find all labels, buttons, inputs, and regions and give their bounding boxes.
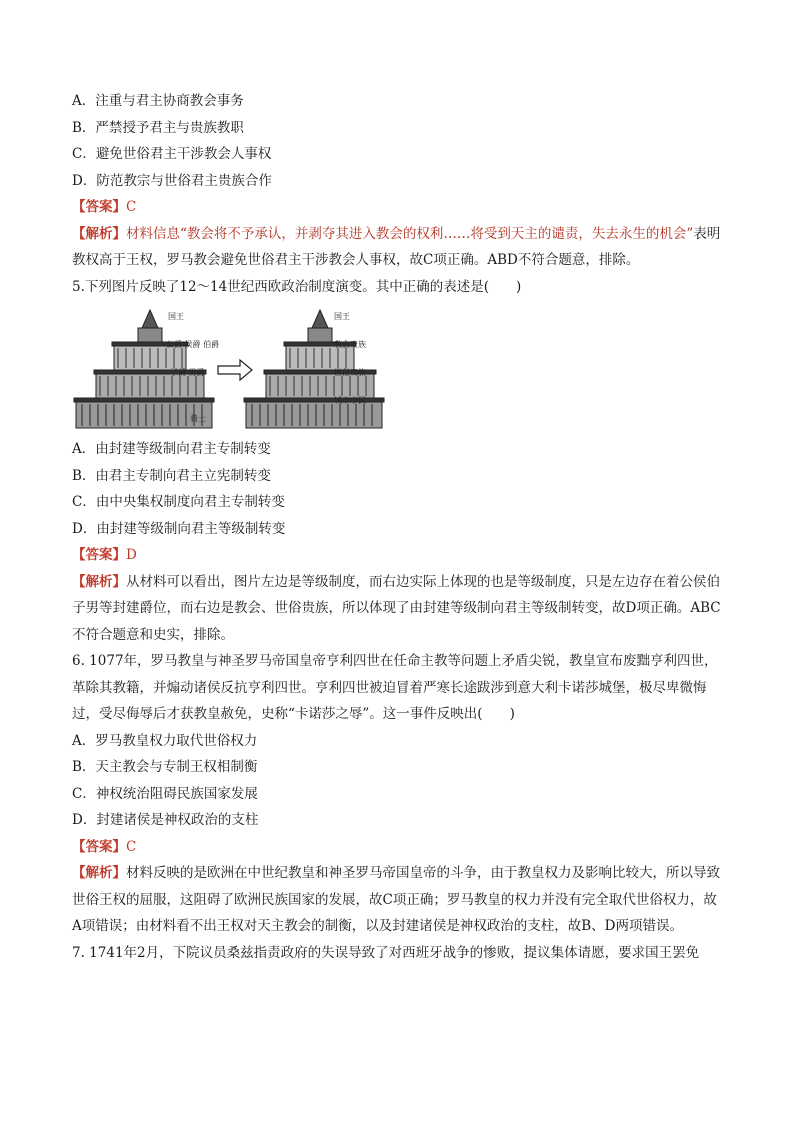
answer-value: C bbox=[126, 199, 137, 215]
analysis-pre: 材料信息 bbox=[126, 225, 180, 242]
right-label-secular-nobles: 世俗贵族 bbox=[334, 368, 366, 377]
left-label-dukes: 公爵 侯爵 伯爵 bbox=[166, 340, 220, 349]
answer-tag: 【答案】 bbox=[72, 547, 126, 563]
q6-option-d: D．封建诸侯是神权政治的支柱 bbox=[72, 812, 259, 828]
q4-option-a: A．注重与君主协商教会事务 bbox=[72, 93, 244, 109]
document-page bbox=[72, 88, 722, 966]
q7-stem: 7. 1741年2月，下院议员桑兹指责政府的失误导致了对西班牙战争的惨败，提议集体请愿，要求国王罢免 bbox=[72, 944, 700, 961]
q6-option-c: C．神权统治阻碍民族国家发展 bbox=[72, 785, 258, 802]
right-label-king: 国王 bbox=[334, 312, 350, 321]
analysis-tag: 【解析】 bbox=[72, 225, 126, 242]
q4-option-c: C．避免世俗君主干涉教会人事权 bbox=[72, 146, 272, 162]
q4-option-d: D．防范教宗与世俗君主贵族合作 bbox=[72, 172, 272, 189]
left-label-knights: 骑士 bbox=[190, 414, 206, 423]
q5-analysis bbox=[72, 569, 722, 649]
q4-analysis bbox=[72, 221, 722, 274]
q5-option-d: D．由封建等级制向君主等级制转变 bbox=[72, 520, 286, 537]
q6-answer bbox=[72, 834, 722, 861]
q4-option-b: B．严禁授予君主与贵族教职 bbox=[72, 119, 244, 136]
q6-option-b: B．天主教会与专制王权相制衡 bbox=[72, 759, 258, 775]
q4-answer bbox=[72, 194, 722, 221]
analysis-tag: 【解析】 bbox=[72, 865, 126, 881]
pyramid-illustration bbox=[72, 304, 492, 430]
analysis-text: 从材料可以看出，图片左边是等级制度，而右边实际上体现的也是等级制度，只是左边存在着公侯伯子男等封建爵位，而右边是教会、世俗贵族，所以体现了由封建等级制向君主等级制转变，故D项正确。ABC不符合题意和史实，排除。 bbox=[72, 573, 721, 643]
analysis-text: 材料反映的是欧洲在中世纪教皇和神圣罗马帝国皇帝的斗争，由于教皇权力及影响比较大，所以导致世俗王权的屈服，这阻碍了欧洲民族国家的发展，故C项正确；罗马教皇的权力并没有完全取代世俗权力，故A项错误；由材料看不出王权对天主教会的制衡，以及封建诸侯是神权政治的支柱，故B、D两项错误。 bbox=[72, 865, 720, 934]
q5-stem: 5.下列图片反映了12～14世纪西欧政治制度演变。其中正确的表述是( ) bbox=[72, 278, 522, 295]
answer-tag: 【答案】 bbox=[72, 199, 126, 215]
right-label-citizens: 城市市民 bbox=[334, 396, 366, 405]
q5-option-a: A．由封建等级制向君主专制转变 bbox=[72, 441, 271, 457]
q6-option-a: A．罗马教皇权力取代世俗权力 bbox=[72, 732, 258, 749]
q6-stem: 6. 1077年，罗马教皇与神圣罗马帝国皇帝亨利四世在任命主教等问题上矛盾尖锐，教皇宣布废黜亨利四世，革除其教籍，并煽动诸侯反抗亨利四世。亨利四世被迫冒着严寒长途跋涉到意大利卡诺莎城堡，极尽卑微悔过，受尽侮辱后才获教皇赦免，史称“卡诺莎之辱”。这一事件反映出( ) bbox=[72, 653, 718, 722]
q5-answer bbox=[72, 542, 722, 569]
right-label-church-nobles: 教会贵族 bbox=[334, 340, 366, 349]
left-label-king: 国王 bbox=[168, 312, 184, 321]
analysis-post: 表明教权高于王权，罗马教会避免世俗君主干涉教会人事权，故C项正确。ABD不符合题意，排除。 bbox=[72, 225, 721, 268]
answer-value: C bbox=[126, 838, 137, 855]
transition-arrow bbox=[218, 360, 252, 380]
answer-value: D bbox=[126, 547, 137, 563]
q5-option-c: C．由中央集权制度向君主专制转变 bbox=[72, 494, 285, 510]
answer-tag: 【答案】 bbox=[72, 838, 126, 855]
analysis-tag: 【解析】 bbox=[72, 573, 126, 590]
q5-option-b: B．由君主专制向君主立宪制转变 bbox=[72, 467, 271, 484]
left-label-viscounts: 子爵 男爵 bbox=[170, 368, 205, 377]
feudal-pyramid-figure bbox=[72, 304, 492, 430]
analysis-quote: “教会将不予承认，并剥夺其进入教会的权利……将受到天主的谴责，失去永生的机会” bbox=[180, 225, 694, 242]
q6-analysis bbox=[72, 860, 722, 940]
